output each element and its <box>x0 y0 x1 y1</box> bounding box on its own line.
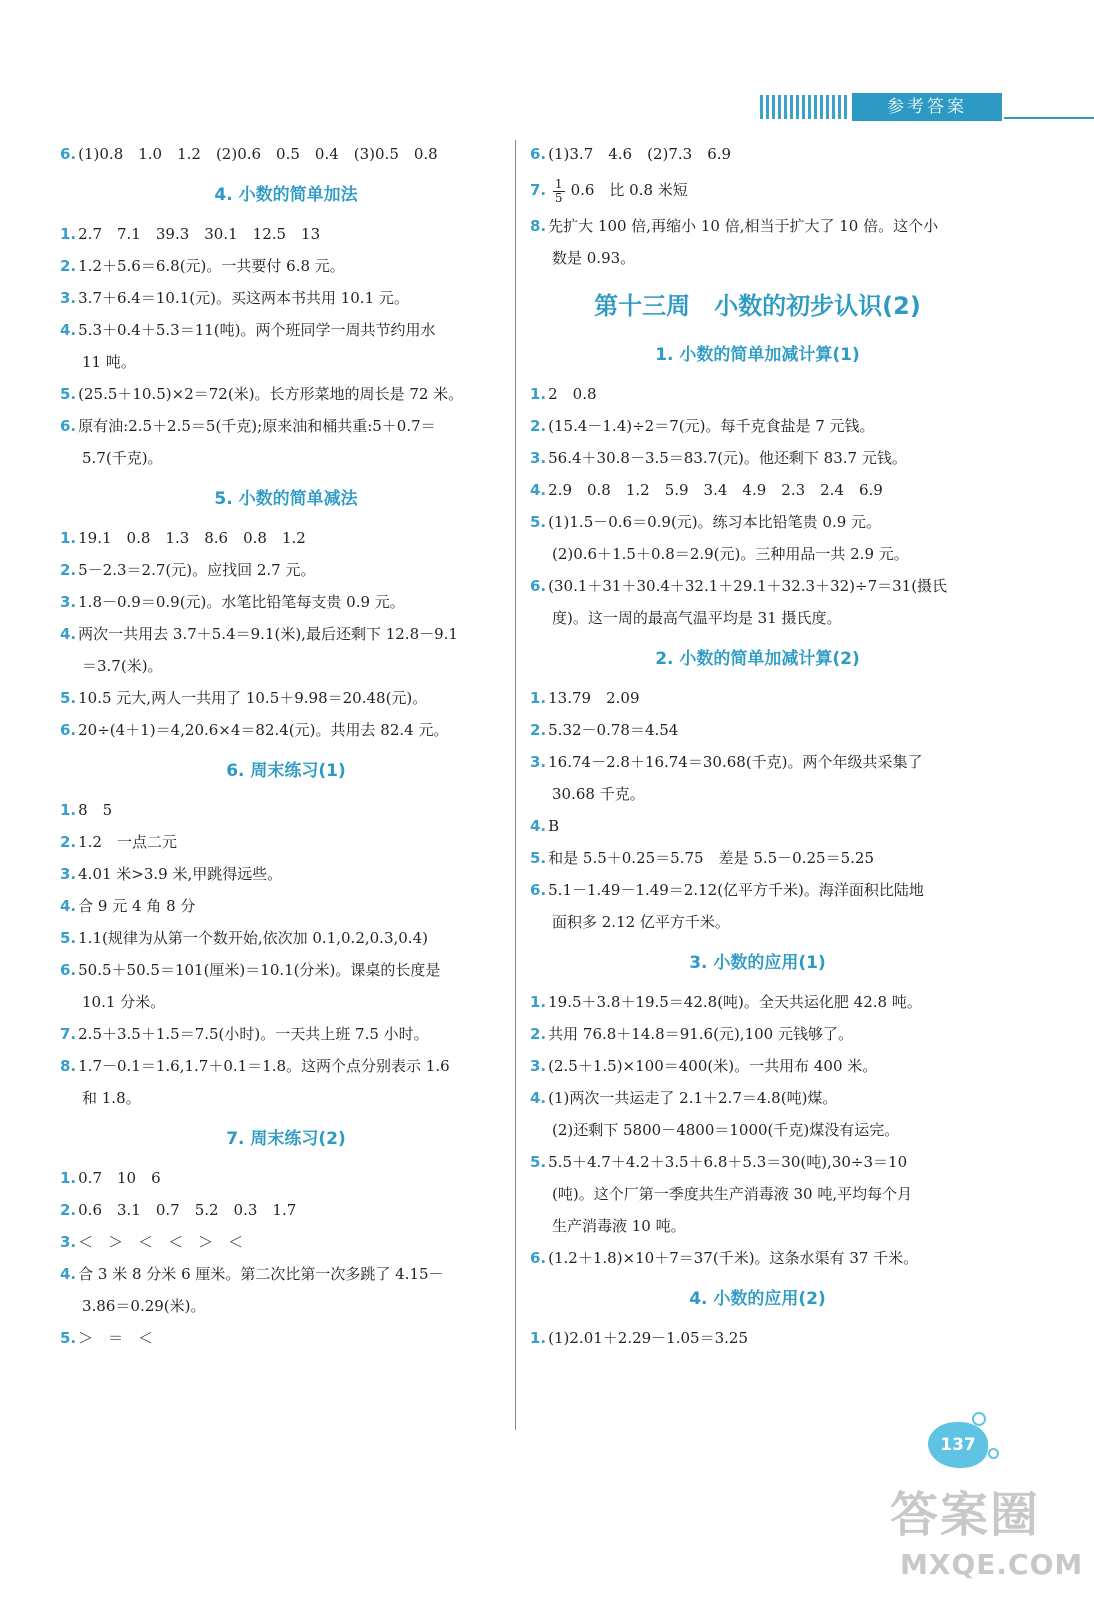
answer-item: 6. 原有油:2.5＋2.5＝5(千克);原来油和桶共重:5＋0.7＝ <box>60 417 436 435</box>
answer-item: 3. (2.5＋1.5)×100＝400(米)。一共用布 400 米。 <box>530 1057 878 1075</box>
watermark-logo: 答案圈 <box>890 1487 1041 1543</box>
section-title: 7. 周末练习(2) <box>226 1129 346 1149</box>
page-number: 137 <box>928 1422 988 1468</box>
bubble-decoration <box>988 1448 999 1459</box>
answer-continuation: 11 吨。 <box>82 353 136 371</box>
answer-continuation: 3.86＝0.29(米)。 <box>82 1297 206 1315</box>
section-title: 6. 周末练习(1) <box>226 761 346 781</box>
section-title: 2. 小数的简单加减计算(2) <box>655 649 860 669</box>
answer-item: 5. 1.1(规律为从第一个数开始,依次加 0.1,0.2,0.3,0.4) <box>60 929 428 947</box>
answer-item: 4. 合 3 米 8 分米 6 厘米。第二次比第一次多跳了 4.15－ <box>60 1265 444 1283</box>
answer-item: 6. (30.1＋31＋30.4＋32.1＋29.1＋32.3＋32)÷7＝31(摄氏 <box>530 577 948 595</box>
answer-continuation: 5.7(千克)。 <box>82 449 163 467</box>
answer-continuation: 30.68 千克。 <box>552 785 645 803</box>
section-title: 4. 小数的应用(2) <box>689 1289 826 1309</box>
answer-item: 3. 3.7＋6.4＝10.1(元)。买这两本书共用 10.1 元。 <box>60 289 409 307</box>
answer-continuation: (吨)。这个厂第一季度共生产消毒液 30 吨,平均每个月 <box>552 1185 913 1203</box>
answer-item: 1. 0.7 10 6 <box>60 1169 161 1187</box>
answer-item: 2. 5.32－0.78＝4.54 <box>530 721 679 739</box>
answer-item: 8. 先扩大 100 倍,再缩小 10 倍,相当于扩大了 10 倍。这个小 <box>530 217 939 235</box>
answer-item: 5. 和是 5.5＋0.25＝5.75 差是 5.5－0.25＝5.25 <box>530 849 874 867</box>
bubble-decoration <box>972 1412 986 1426</box>
answer-item: 3. 4.01 米>3.9 米,甲跳得远些。 <box>60 865 283 883</box>
answer-item: 4. 2.9 0.8 1.2 5.9 3.4 4.9 2.3 2.4 6.9 <box>530 481 883 499</box>
answer-item: 1. 2.7 7.1 39.3 30.1 12.5 13 <box>60 225 321 243</box>
answer-item: 1. 2 0.8 <box>530 385 597 403</box>
section-title: 1. 小数的简单加减计算(1) <box>655 345 860 365</box>
header-underline <box>1004 117 1094 119</box>
answer-continuation: 度)。这一周的最高气温平均是 31 摄氏度。 <box>552 609 842 627</box>
answer-item: 6. (1.2＋1.8)×10＋7＝37(千米)。这条水渠有 37 千米。 <box>530 1249 919 1267</box>
answer-item: 2. (15.4－1.4)÷2＝7(元)。每千克食盐是 7 元钱。 <box>530 417 875 435</box>
answer-item: 1. 13.79 2.09 <box>530 689 640 707</box>
answer-item: 1. (1)2.01＋2.29－1.05＝3.25 <box>530 1329 748 1347</box>
answer-continuation: 10.1 分米。 <box>82 993 166 1011</box>
answer-item: 4. 合 9 元 4 角 8 分 <box>60 897 196 915</box>
header-stripes <box>760 95 850 119</box>
answer-item: 6. (1)0.8 1.0 1.2 (2)0.6 0.5 0.4 (3)0.5 0.8 <box>60 145 438 163</box>
answer-item: 2. 共用 76.8＋14.8＝91.6(元),100 元钱够了。 <box>530 1025 853 1043</box>
answer-continuation: 面积多 2.12 亿平方千米。 <box>552 913 730 931</box>
answer-item: 5. 5.5＋4.7＋4.2＋3.5＋6.8＋5.3＝30(吨),30÷3＝10 <box>530 1153 908 1171</box>
answer-item: 4. 两次一共用去 3.7＋5.4＝9.1(米),最后还剩下 12.8－9.1 <box>60 625 458 643</box>
header-bar <box>760 93 1094 123</box>
left-column <box>60 138 512 1354</box>
right-column <box>530 138 985 1354</box>
answer-item: 6. 20÷(4＋1)＝4,20.6×4＝82.4(元)。共用去 82.4 元。 <box>60 721 449 739</box>
answer-continuation: ＝3.7(米)。 <box>82 657 163 675</box>
answer-item: 2. 1.2＋5.6＝6.8(元)。一共要付 6.8 元。 <box>60 257 345 275</box>
answer-continuation: (2)0.6＋1.5＋0.8＝2.9(元)。三种用品一共 2.9 元。 <box>552 545 909 563</box>
answer-item: 3. 1.8－0.9＝0.9(元)。水笔比铅笔每支贵 0.9 元。 <box>60 593 405 611</box>
column-divider <box>515 140 516 1430</box>
answer-item: 2. 5－2.3＝2.7(元)。应找回 2.7 元。 <box>60 561 316 579</box>
answer-item: 1. 8 5 <box>60 801 113 819</box>
answer-item: 6. 5.1－1.49－1.49＝2.12(亿平方千米)。海洋面积比陆地 <box>530 881 924 899</box>
answer-item: 6. 50.5＋50.5＝101(厘米)＝10.1(分米)。课桌的长度是 <box>60 961 441 979</box>
answer-item: 6. (1)3.7 4.6 (2)7.3 6.9 <box>530 145 732 163</box>
answer-continuation: 和 1.8。 <box>82 1089 141 1107</box>
answer-item: 3. ＜ ＞ ＜ ＜ ＞ ＜ <box>60 1233 244 1251</box>
answer-continuation: (2)还剩下 5800－4800＝1000(千克)煤没有运完。 <box>552 1121 900 1139</box>
section-title: 3. 小数的应用(1) <box>689 953 826 973</box>
answer-item: 4. (1)两次一共运走了 2.1＋2.7＝4.8(吨)煤。 <box>530 1089 838 1107</box>
answer-item: 4. B <box>530 817 560 835</box>
answer-item: 1. 19.5＋3.8＋19.5＝42.8(吨)。全天共运化肥 42.8 吨。 <box>530 993 922 1011</box>
answer-item: 3. 56.4＋30.8－3.5＝83.7(元)。他还剩下 83.7 元钱。 <box>530 449 907 467</box>
answer-item: 3. 16.74－2.8＋16.74＝30.68(千克)。两个年级共采集了 <box>530 753 923 771</box>
answer-item: 7. $\frac{1}{5}$ 0.6 比 0.8 米短 <box>530 176 688 205</box>
watermark-url: MXQE.COM <box>900 1548 1084 1581</box>
watermark <box>880 1470 1090 1600</box>
answer-continuation: 数是 0.93。 <box>552 249 636 267</box>
answer-item: 8. 1.7－0.1＝1.6,1.7＋0.1＝1.8。这两个点分别表示 1.6 <box>60 1057 450 1075</box>
answer-item: 7. 2.5＋3.5＋1.5＝7.5(小时)。一天共上班 7.5 小时。 <box>60 1025 429 1043</box>
section-title: 4. 小数的简单加法 <box>214 185 358 205</box>
answer-item: 1. 19.1 0.8 1.3 8.6 0.8 1.2 <box>60 529 306 547</box>
answer-item: 5. (1)1.5－0.6＝0.9(元)。练习本比铅笔贵 0.9 元。 <box>530 513 882 531</box>
week-title: 第十三周 小数的初步认识(2) <box>594 292 921 320</box>
answer-item: 5. 10.5 元大,两人一共用了 10.5＋9.98＝20.48(元)。 <box>60 689 428 707</box>
answer-item: 5. (25.5＋10.5)×2＝72(米)。长方形菜地的周长是 72 米。 <box>60 385 464 403</box>
answer-item: 2. 0.6 3.1 0.7 5.2 0.3 1.7 <box>60 1201 297 1219</box>
answer-item: 5. ＞ ＝ ＜ <box>60 1329 154 1347</box>
answer-continuation: 生产消毒液 10 吨。 <box>552 1217 686 1235</box>
header-tag: 参考答案 <box>852 93 1002 121</box>
answer-item: 4. 5.3＋0.4＋5.3＝11(吨)。两个班同学一周共节约用水 <box>60 321 436 339</box>
section-title: 5. 小数的简单减法 <box>214 489 358 509</box>
fraction: $\frac{1}{5}$ <box>554 176 563 205</box>
answer-item: 2. 1.2 一点二元 <box>60 833 177 851</box>
